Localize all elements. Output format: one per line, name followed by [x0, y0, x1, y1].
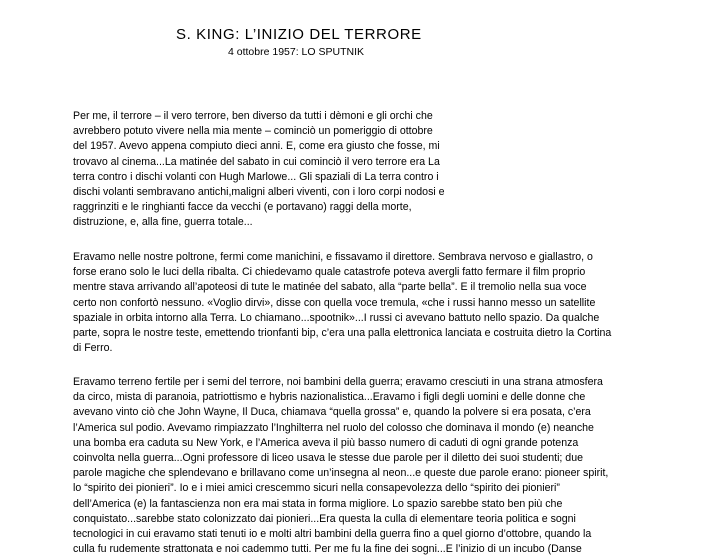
text-line: forse erano solo le luci della ribalta. Ci chiedevamo quale catastrofe poteva avergli fatto fermare il film proprio — [73, 266, 586, 279]
text-line: di Ferro. — [73, 342, 113, 355]
paragraph-1 — [73, 109, 495, 231]
document-subtitle: 4 ottobre 1957: LO SPUTNIK — [228, 46, 364, 58]
text-line: mentre stava arrivando all’apoteosi di tute le matinée del sabato, alla “parte bella”. E il tremolio nella sua voce — [73, 281, 587, 294]
text-line: da circo, mista di paranoia, patriottismo e hybris nazionalistica...Eravamo i figli degli uomini e delle donne che — [73, 391, 586, 404]
text-line: Eravamo nelle nostre poltrone, fermi come manichini, e fissavamo il direttore. Sembrava nervoso e giallastro, o — [73, 251, 593, 263]
text-line: del 1957. Avevo appena compiuto dieci anni. E, come era giusto che fosse, mi — [73, 140, 440, 153]
text-line: culla fu rudemente strattonata e noi cademmo tutti. Per me fu la fine dei sogni...E l’inizio di un incubo (Danse — [73, 543, 582, 556]
text-line: l’America sul podio. Avevamo rimpiazzato l’Inghilterra nel ruolo del colosso che dominava il mondo (e) neanche — [73, 421, 594, 434]
text-line: trovavo al cinema...La matinée del sabato in cui cominciò il vero terrore era La — [73, 155, 440, 168]
text-line: lo “spirito dei pionieri”. Io e i miei amici crescemmo sicuri nella consapevolezza dello “spirito dei pionieri” — [73, 482, 560, 495]
text-line: parole magiche che splendevano e brillavano come un’insegna al neon...e queste due parole erano: pioneer spirit, — [73, 467, 609, 480]
text-line: spaziale in orbita intorno alla Terra. Lo chiamano...spootnik»...I russi ci avevano battuto nello spazio. Da qualche — [73, 311, 600, 324]
paragraph-3 — [73, 375, 679, 557]
text-line: distruzione, e, alla fine, guerra totale... — [73, 216, 253, 229]
text-line: certo non confortò nessuno. «Voglio dirvi», disse con quella voce tremula, «che i russi hanno messo un satellite — [73, 296, 596, 309]
text-line: dell’America (e) la fantascienza non era mai stata in forma migliore. Lo spazio sarebbe stato ben più che — [73, 497, 563, 510]
text-line: Eravamo terreno fertile per i semi del terrore, noi bambini della guerra; eravamo cresciuti in una strana atmosfera — [73, 376, 603, 388]
text-line: tecnologici in cui eravamo stati tenuti io e molti altri bambini della guerra fino a quel giorno d’ottobre, quando la — [73, 528, 592, 541]
text-line: una bomba era caduta su New York, e l’America aveva il più basso numero di caduti di ogni grande potenza — [73, 436, 579, 449]
text-line: raggrinziti e le ringhianti facce da vecchi (e portavano) raggi della morte, — [73, 201, 412, 214]
text-line: Per me, il terrore – il vero terrore, ben diverso da tutti i dèmoni e gli orchi che — [73, 110, 433, 122]
text-line: coinvolta nella guerra...Ogni professore di liceo usava le stesse due parole per il diletto dei suoi studenti; due — [73, 452, 583, 465]
text-line: terra contro i dischi volanti con Hugh Marlowe... Gli spaziali di La terra contro i — [73, 170, 439, 183]
document-title: S. KING: L’INIZIO DEL TERRORE — [176, 26, 422, 43]
text-line: parte, sopra le nostre teste, emettendo trionfanti bip, c’era una palla elettronica lanciata e costruita dietro la Cortina — [73, 327, 612, 340]
text-line: avrebbero potuto vivere nella mia mente – cominciò un pomeriggio di ottobre — [73, 125, 433, 138]
text-line: avevano vinto ciò che John Wayne, Il Duca, chiamava “quella grossa” e, quando la polvere si era posata, c’era — [73, 406, 591, 419]
paragraph-2 — [73, 250, 679, 356]
text-line: dischi volanti sembravano antichi,maligni alberi viventi, con i loro corpi nodosi e — [73, 186, 445, 199]
text-line: conquistato...sarebbe stato colonizzato dai pionieri...Era questa la culla di elementare teoria politica e sogni — [73, 512, 576, 525]
